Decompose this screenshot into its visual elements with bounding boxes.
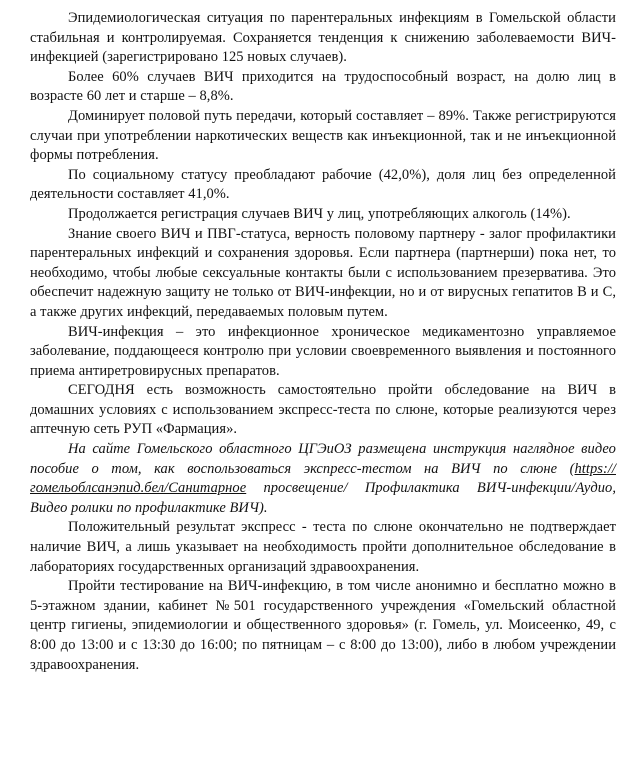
paragraph-testing-location: Пройти тестирование на ВИЧ-инфекцию, в том числе анонимно и бесплатно можно в 5-этажном здании, кабинет №501 государственного учреждения «Гомельский областной центр гигиены, эпидемиологии и общественного здоровья» (г. Гомель, ул. Моисеенко, 49, с 8:00 до 13:00 и с 13:30 до 16:00; по пятницам – с 8:00 до 13:00), либо в любом учреждении здравоохранения.	[30, 578, 616, 673]
website-text-before: На сайте Гомельского областного ЦГЭиОЗ размещена инструкция наглядное видео пособие о том, как воспользоваться экспресс-тестом на ВИЧ по слюне (	[30, 441, 616, 477]
paragraph-transmission-route: Доминирует половой путь передачи, который составляет – 89%. Также регистрируются случаи при употреблении наркотических веществ как инъекционной, так и не инъекционной формы потребления.	[30, 107, 616, 164]
website-link[interactable]: https://гомельоблсанэпид.бел/Санитарное	[30, 460, 616, 497]
paragraph-website-instruction	[30, 440, 616, 518]
paragraph-prevention: Знание своего ВИЧ и ПВГ-статуса, верность половому партнеру - залог профилактики парентеральных инфекций и сохранения здоровья. Если партнера (партнерши) пока нет, то необходимо, чтобы любые сексуальные контакты были с использованием презерватива. Это обеспечит надежную защиту не только от ВИЧ-инфекции, но и от вирусных гепатитов В и С, а также других инфекций, передаваемых половым путем.	[30, 225, 616, 320]
paragraph-epidemic-situation: Эпидемиологическая ситуация по парентеральных инфекциям в Гомельской области стабильная и контролируемая. Сохраняется тенденция к снижению заболеваемости ВИЧ-инфекцией (зарегистрировано 125 новых случаев).	[30, 10, 616, 66]
paragraph-alcohol-users: Продолжается регистрация случаев ВИЧ у лиц, употребляющих алкоголь (14%).	[68, 205, 571, 222]
paragraph-self-testing: СЕГОДНЯ есть возможность самостоятельно пройти обследование на ВИЧ в домашних условиях с использованием экспресс-теста по слюне, которые реализуются через аптечную сеть РУП «Фармация».	[30, 382, 616, 438]
paragraph-age-share: Более 60% случаев ВИЧ приходится на трудоспособный возраст, на долю лиц в возрасте 60 лет и старше – 8,8%.	[30, 68, 616, 105]
paragraph-hiv-definition: ВИЧ-инфекция – это инфекционное хроническое медикаментозно управляемое заболевание, поддающееся контролю при условии своевременного выявления и постоянного приема антиретровирусных препаратов.	[30, 323, 616, 379]
website-text-after: просвещение/ Профилактика ВИЧ-инфекции/Аудио, Видео ролики по профилактике ВИЧ).	[30, 480, 616, 516]
paragraph-social-status: По социальному статусу преобладают рабочие (42,0%), доля лиц без определенной деятельности составляет 41,0%.	[30, 166, 616, 203]
paragraph-positive-result: Положительный результат экспресс - теста по слюне окончательно не подтверждает наличие ВИЧ, а лишь указывает на необходимость пройти дополнительное обследование в лабораториях государственных организаций здравоохранения.	[30, 519, 616, 575]
